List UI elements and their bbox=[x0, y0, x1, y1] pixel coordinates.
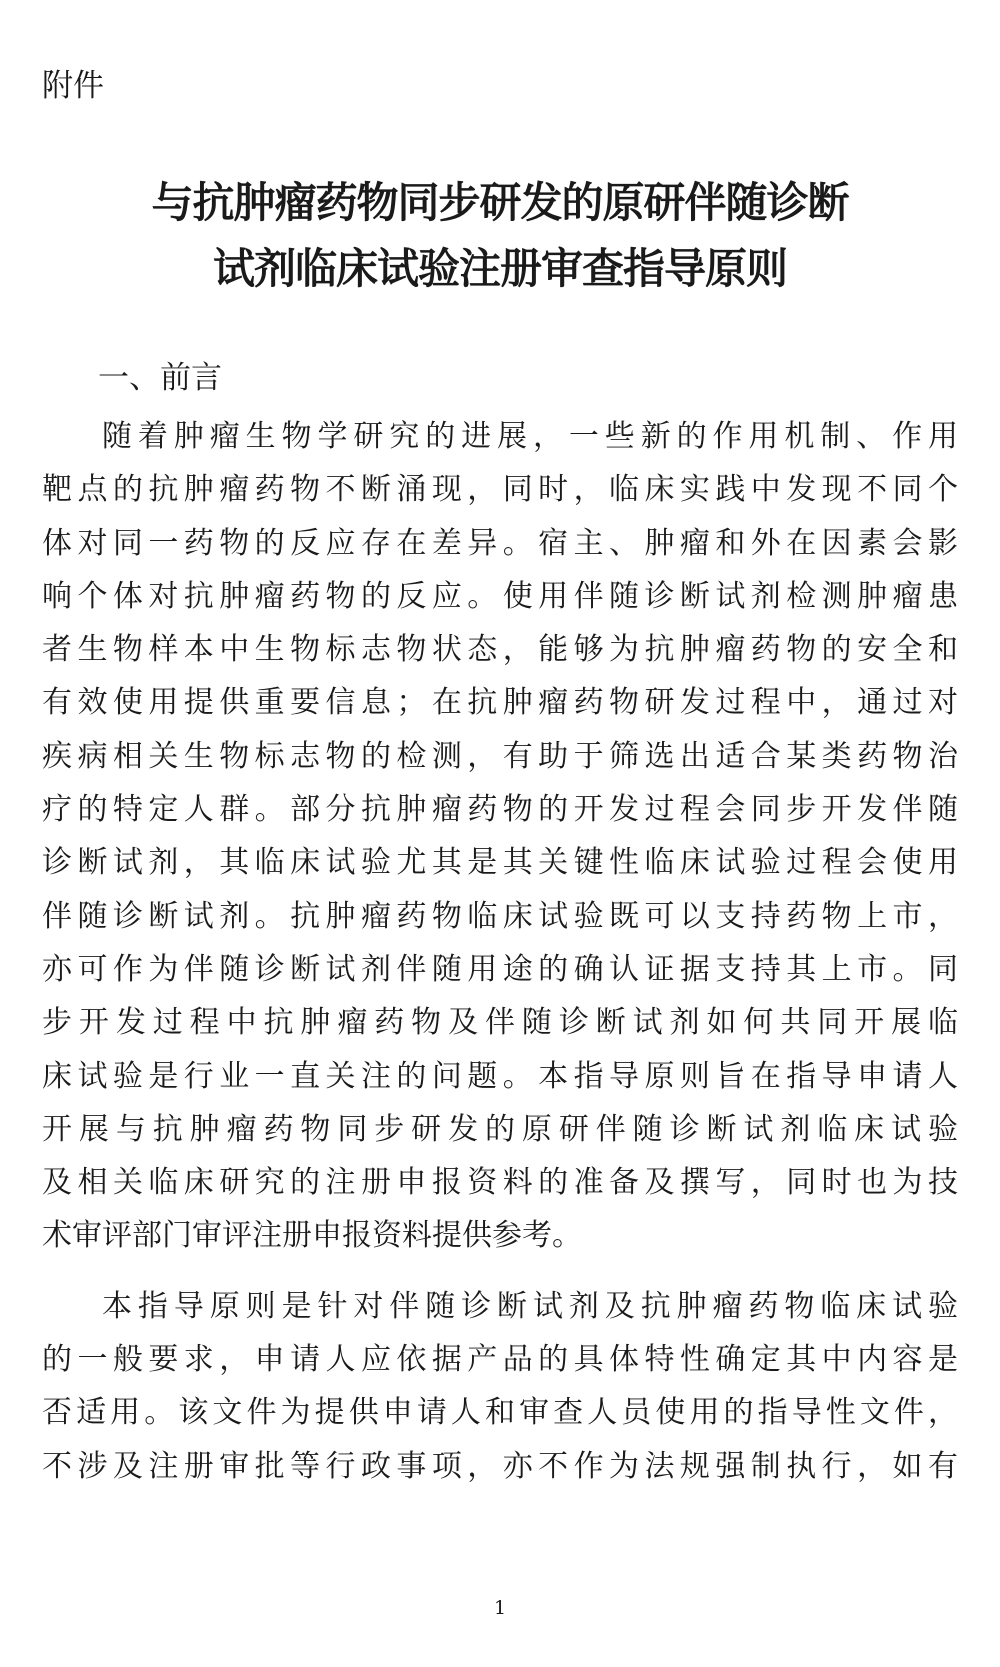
paragraph-2-line: 否适用。该文件为提供申请人和审查人员使用的指导性文件， bbox=[42, 1395, 958, 1431]
paragraph-1-line: 体对同一药物的反应存在差异。宿主、肿瘤和外在因素会影 bbox=[42, 525, 958, 561]
body-text bbox=[42, 410, 958, 1493]
paragraph-2-line: 的一般要求，申请人应依据产品的具体特性确定其中内容是 bbox=[42, 1342, 958, 1378]
paragraph-1-line: 床试验是行业一直关注的问题。本指导原则旨在指导申请人 bbox=[42, 1058, 958, 1094]
section-heading: 一、前言 bbox=[98, 360, 222, 396]
paragraph-1-line: 疾病相关生物标志物的检测，有助于筛选出适合某类药物治 bbox=[42, 738, 958, 774]
paragraph-gap bbox=[42, 1263, 958, 1280]
paragraph-2-line: 不涉及注册审批等行政事项，亦不作为法规强制执行，如有 bbox=[42, 1448, 958, 1484]
document-title-line-2: 试剂临床试验注册审查指导原则 bbox=[212, 244, 787, 293]
paragraph-1-line: 有效使用提供重要信息；在抗肿瘤药物研发过程中，通过对 bbox=[42, 685, 958, 721]
annex-label: 附件 bbox=[42, 68, 104, 104]
paragraph-1-line: 靶点的抗肿瘤药物不断涌现，同时，临床实践中发现不同个 bbox=[42, 472, 958, 508]
page-number: 1 bbox=[493, 1597, 507, 1619]
paragraph-1-line: 随着肿瘤生物学研究的进展，一些新的作用机制、作用 bbox=[102, 419, 958, 454]
paragraph-1-line: 伴随诊断试剂。抗肿瘤药物临床试验既可以支持药物上市， bbox=[42, 898, 958, 934]
paragraph-1-line: 疗的特定人群。部分抗肿瘤药物的开发过程会同步开发伴随 bbox=[42, 792, 958, 828]
paragraph-1-line: 步开发过程中抗肿瘤药物及伴随诊断试剂如何共同开展临 bbox=[42, 1005, 958, 1041]
paragraph-1-line: 亦可作为伴随诊断试剂伴随用途的确认证据支持其上市。同 bbox=[42, 951, 958, 987]
paragraph-1-line: 者生物样本中生物标志物状态，能够为抗肿瘤药物的安全和 bbox=[42, 632, 958, 668]
paragraph-1-line: 开展与抗肿瘤药物同步研发的原研伴随诊断试剂临床试验 bbox=[42, 1111, 958, 1147]
paragraph-1-line: 术审评部门审评注册申报资料提供参考。 bbox=[42, 1218, 582, 1254]
document-title-line-1: 与抗肿瘤药物同步研发的原研伴随诊断 bbox=[151, 178, 849, 227]
paragraph-1-line: 诊断试剂，其临床试验尤其是其关键性临床试验过程会使用 bbox=[42, 845, 958, 881]
paragraph-1-line: 响个体对抗肿瘤药物的反应。使用伴随诊断试剂检测肿瘤患 bbox=[42, 578, 958, 614]
paragraph-2-line: 本指导原则是针对伴随诊断试剂及抗肿瘤药物临床试验 bbox=[102, 1288, 958, 1324]
paragraph-1-line: 及相关临床研究的注册申报资料的准备及撰写，同时也为技 bbox=[42, 1165, 958, 1201]
